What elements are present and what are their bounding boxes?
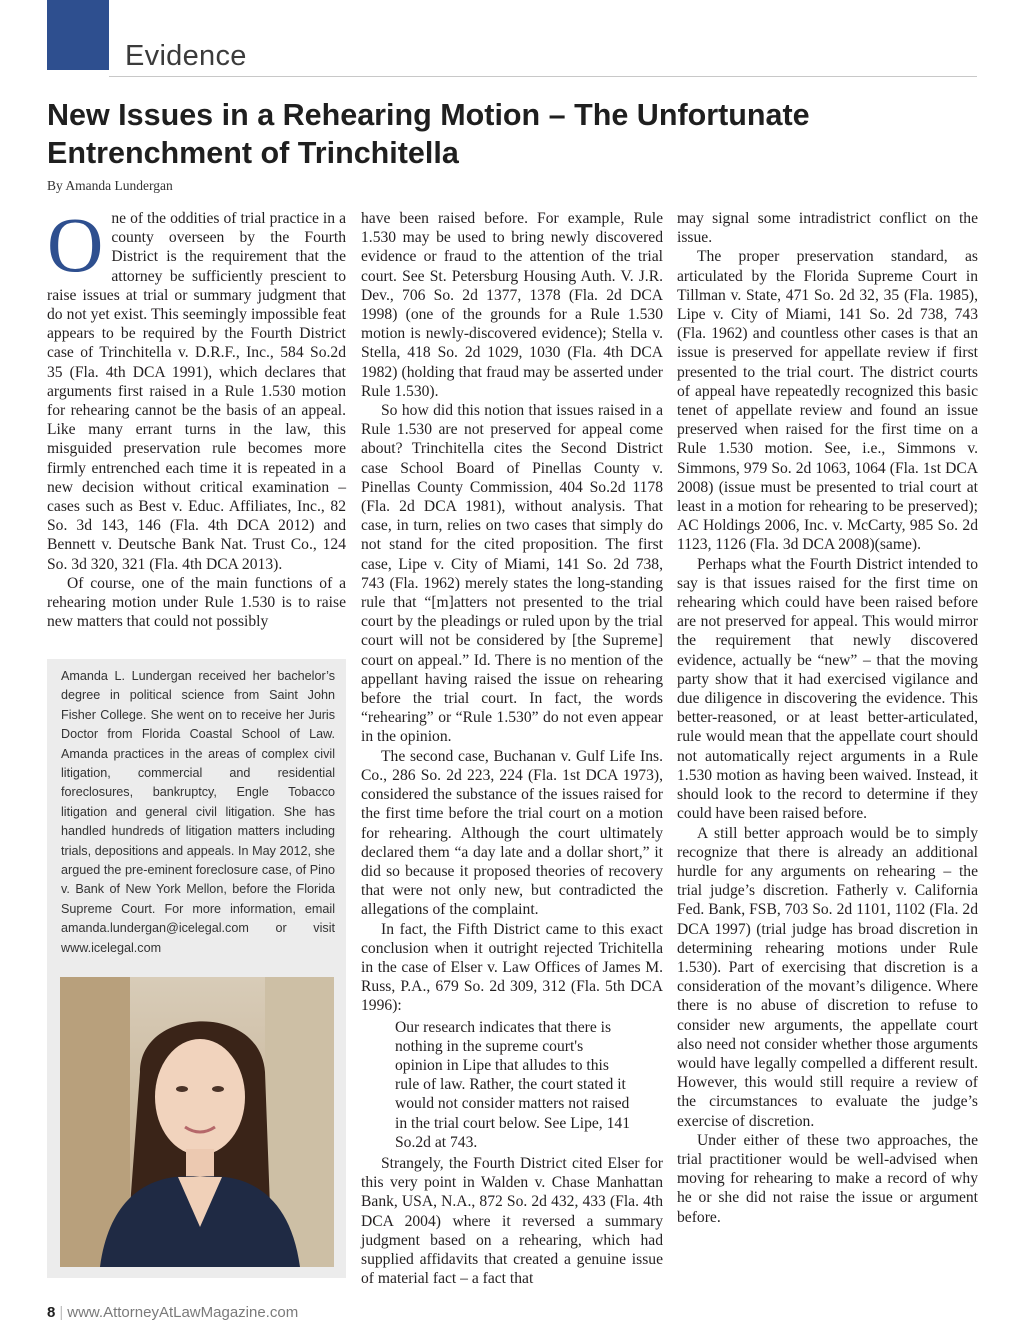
drop-cap: O: [47, 201, 104, 288]
page-number: 8: [47, 1304, 56, 1321]
page-footer: [47, 1304, 298, 1321]
column-1: [47, 201, 346, 631]
article-headline: [47, 96, 947, 172]
section-label: Evidence: [125, 40, 247, 72]
author-portrait-illustration: [60, 977, 334, 1267]
section-divider: [109, 76, 977, 77]
col3-paragraph-1: may signal some intradistrict conflict on the issue.: [677, 210, 978, 247]
headline-line-2: Entrenchment of Trinchitella: [47, 136, 459, 170]
elser-block-quote: Our research indicates that there is nothing in the supreme court's opinion in Lipe that alludes to this rule of law. Rather, the court stated it would not consider matters not raised in the trial court below. See Lipe, 141 So.2d at 743.: [395, 1018, 630, 1151]
col2-paragraph-3: The second case, Buchanan v. Gulf Life Ins. Co., 286 So. 2d 223, 224 (Fla. 1st DCA 1973), considered the substance of the issues raised for the first time before the trial court on a motion for rehearing. Although the court ultimately declared them “a day late and a dollar short,” it did so because it proposed theories of recovery that were not only new, but contradicted the allegations of the complaint.: [361, 747, 663, 919]
col3-paragraph-4: A still better approach would be to simply recognize that there is already an additional hurdle for any arguments on rehearing – the trial judge’s discretion. Fatherly v. California Fed. Bank, FSB, 703 So. 2d 1101, 1102 (Fla. 2d DCA 1997) (trial judge has broad discretion in determining rehearing motions under Rule 1.530). Part of exercising that discretion is a consideration of the movant’s diligence. Where there is no abuse of discretion to refuse to consider new arguments, the appellate court also need not consider whether those arguments would have legally compelled a different result. However, this would still require a review of the circumstances to evaluate the judge’s exercise of discretion.: [677, 824, 978, 1130]
column-2: [361, 209, 663, 1288]
column-3: [677, 209, 978, 1227]
col2-paragraph-4: In fact, the Fifth District came to this exact conclusion when it outright rejected Trichitella in the case of Elser v. Law Offices of James M. Russ, P.A., 679 So. 2d 309, 312 (Fla. 5th DCA 1996):: [361, 920, 663, 1015]
col1-paragraph-2: Of course, one of the main functions of a rehearing motion under Rule 1.530 is to raise new matters that could not possibly: [47, 574, 346, 631]
footer-website-link[interactable]: www.AttorneyAtLawMagazine.com: [67, 1304, 299, 1321]
col2-paragraph-2: So how did this notion that issues raised in a Rule 1.530 are not preserved for appeal come about? Trinchitella cites the Second District case School Board of Pinellas County v. Pinellas County Commission, 404 So.2d 1178 (Fla. 2d DCA 1981), without analysis. That case, in turn, relies on two cases that simply do not stand for the cited proposition. The first case, Lipe v. City of Miami, 141 So. 2d 738, 743 (Fla. 1962) merely states the long-standing rule that “[m]atters not presented to the trial court by the pleadings or ruled upon by the trial court will not be considered by [the Supreme] court on appeal.” Id. There is no mention of the appellant having raised the issue on rehearing before the trial court. In fact, the words “rehearing” or “Rule 1.530” do not even appear in the opinion.: [361, 402, 663, 746]
byline: By Amanda Lundergan: [47, 178, 173, 193]
col1-paragraph-1: [47, 201, 346, 574]
col3-paragraph-5: Under either of these two approaches, the trial practitioner would be well-advised when moving for rehearing to make a record of why he or she did not raise the issue or argument before.: [677, 1131, 978, 1226]
section-color-bar: [47, 0, 109, 70]
col1-p1-text: ne of the oddities of trial practice in a county overseen by the Fourth District is the requirement that the attorney be sufficiently prescient to raise issues at trial or summary judgment that do not yet exist. This seemingly impossible feat appears to be required by the Fourth District case of Trinchitella v. D.R.F., Inc., 584 So.2d 35 (Fla. 4th DCA 1991), which declares that arguments first raised in a Rule 1.530 motion for rehearing cannot be the basis of an appeal. Like many errant turns in the law, this misguided preservation rule becomes more firmly entrenched each time it is repeated in a new decision without critical examination – cases such as Best v. Educ. Affiliates, Inc., 82 So. 3d 143, 146 (Fla. 4th DCA 2012) and Bennett v. Deutsche Bank Nat. Trust Co., 124 So. 3d 320, 321 (Fla. 4th DCA 2013).: [47, 210, 346, 573]
col2-paragraph-5: Strangely, the Fourth District cited Elser for this very point in Walden v. Chase Manhattan Bank, USA, N.A., 872 So. 2d 432, 433 (Fla. 4th DCA 2004) where it reversed a summary judgment based on a rehearing, which had supplied affidavits that created a genuine issue of material fact – a fact that: [361, 1154, 663, 1288]
footer-separator: |: [59, 1304, 64, 1321]
author-bio-text: Amanda L. Lundergan received her bachelor’s degree in political science from Saint John Fisher College. She went on to receive her Juris Doctor from Florida Coastal School of Law. Amanda practices in the areas of complex civil litigation, commercial and residential foreclosures, bankruptcy, Engle Tobacco litigation and general civil litigation. She has handled hundreds of litigation matters including trials, depositions and appeals. In May 2012, she argued the pre-eminent foreclosure case, of Pino v. Bank of New York Mellon, before the Florida Supreme Court. For more information, email amanda.lundergan@icelegal.com or visit www.icelegal.com: [61, 669, 335, 955]
col3-paragraph-3: Perhaps what the Fourth District intended to say is that issues raised for the first time on rehearing which could have been raised before are not preserved for appeal. This would mirror the requirement that newly discovered evidence, actually be “new” – that the moving party show that it had exercised vigilance and due diligence in discovering the evidence. This better-reasoned, or at least better-articulated, rule would mean that the appellate court should not automatically reject arguments in a Rule 1.530 motion as having been waived. Instead, it should look to the record to determine if they could have been raised before.: [677, 555, 978, 823]
author-bio-box: [47, 659, 346, 1278]
col3-paragraph-2: The proper preservation standard, as articulated by the Florida Supreme Court in Tillman v. State, 471 So. 2d 32, 35 (Fla. 1985), Lipe v. City of Miami, 141 So. 2d 738, 743 (Fla. 1962) and countless other cases is that an issue is preserved for appellate review if first presented to the trial court. The district courts of appeal have repeatedly recognized this basic tenet of appellate review and found an issue preserved when raised for the first time on a Rule 1.530 motion. See, i.e., Simmons v. Simmons, 979 So. 2d 1063, 1064 (Fla. 1st DCA 2008) (issue must be presented to trial court at least in a motion for rehearing to be preserved); AC Holdings 2006, Inc. v. McCarty, 985 So. 2d 1123, 1126 (Fla. 3d DCA 2008)(same).: [677, 248, 978, 554]
author-photo: [60, 977, 334, 1267]
col2-paragraph-1: have been raised before. For example, Rule 1.530 may be used to bring newly discovered evidence or fraud to the attention of the trial court. See St. Petersburg Housing Auth. V. J.R. Dev., 706 So. 2d 1377, 1378 (Fla. 2d DCA 1998) (one of the grounds for a Rule 1.530 motion is newly-discovered evidence); Stella v. Stella, 418 So. 2d 1029, 1030 (Fla. 4th DCA 1982) (holding that fraud may be asserted under Rule 1.530).: [361, 210, 663, 400]
headline-line-1: New Issues in a Rehearing Motion – The Unfortunate: [47, 98, 810, 132]
